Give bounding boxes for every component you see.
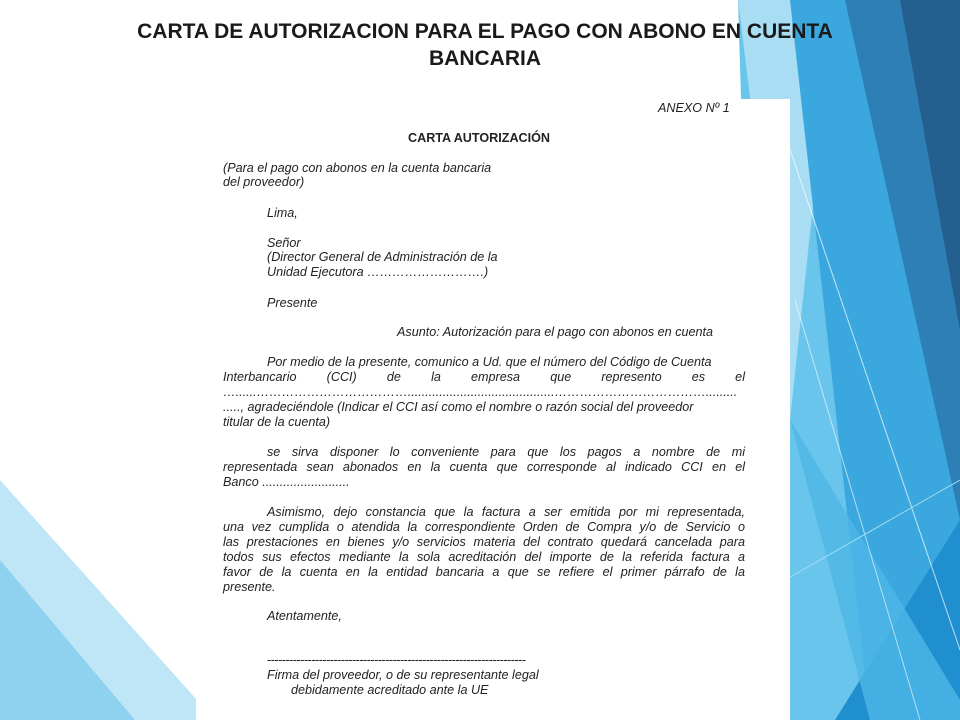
cci-dotted-line: …......………………………………..........................................………………………………......... <box>223 385 738 399</box>
paragraph1-line-1: Por medio de la presente, comunico a Ud. que el número del Código de Cuenta <box>267 355 712 369</box>
paragraph1-line-2: Interbancario (CCI) de la empresa que represento es el <box>223 370 745 384</box>
purpose-line-2: del proveedor) <box>223 175 305 189</box>
signature-line: ---------------------------------------------------------------------- <box>267 653 526 667</box>
annex-label: ANEXO Nº 1 <box>658 101 730 115</box>
paragraph2-line-1: se sirva disponer lo conveniente para que los pagos a nombre de mi <box>267 445 745 459</box>
addressee-line-1: Señor <box>267 236 301 250</box>
city-line: Lima, <box>267 206 298 220</box>
signature-caption-2: debidamente acreditado ante la UE <box>291 683 489 697</box>
paragraph3-line-1: Asimismo, dejo constancia que la factura a ser emitida por mi representada, <box>267 505 745 519</box>
closing-line: Atentamente, <box>267 609 342 623</box>
addressee-line-2: (Director General de Administración de la <box>267 250 498 264</box>
paragraph2-line-3: Banco ......................... <box>223 475 350 489</box>
authorization-letter-scan <box>196 99 790 720</box>
paragraph3-line-4: todos sus efectos mediante la sola acreditación del importe de la referida factura a <box>223 550 745 564</box>
greeting-line: Presente <box>267 296 318 310</box>
paragraph1-line-4: ....., agradeciéndole (Indicar el CCI así como el nombre o razón social del proveedor <box>223 400 694 414</box>
subject-line: Asunto: Autorización para el pago con abonos en cuenta <box>397 325 713 339</box>
slide-title: CARTA DE AUTORIZACION PARA EL PAGO CON ABONO EN CUENTA BANCARIA <box>137 20 833 70</box>
paragraph3-line-3: las prestaciones en bienes y/o servicios materia del contrato quedará cancelada para <box>223 535 745 549</box>
letter-heading: CARTA AUTORIZACIÓN <box>408 131 551 145</box>
signature-caption-1: Firma del proveedor, o de su representante legal <box>267 668 539 682</box>
paragraph3-line-6: presente. <box>223 580 276 594</box>
purpose-line-1: (Para el pago con abonos en la cuenta bancaria <box>223 161 492 175</box>
paragraph2-line-2: representada sean abonados en la cuenta que corresponde al indicado CCI en el <box>223 460 745 474</box>
addressee-line-3: Unidad Ejecutora ……………………….) <box>267 265 489 279</box>
paragraph3-line-2: una vez cumplida o atendida la correspondiente Orden de Compra y/o de Servicio o <box>223 520 745 534</box>
paragraph1-line-5: titular de la cuenta) <box>223 415 331 429</box>
paragraph3-line-5: favor de la cuenta en la entidad bancaria a que se refiere el primer párrafo de la <box>223 565 745 579</box>
